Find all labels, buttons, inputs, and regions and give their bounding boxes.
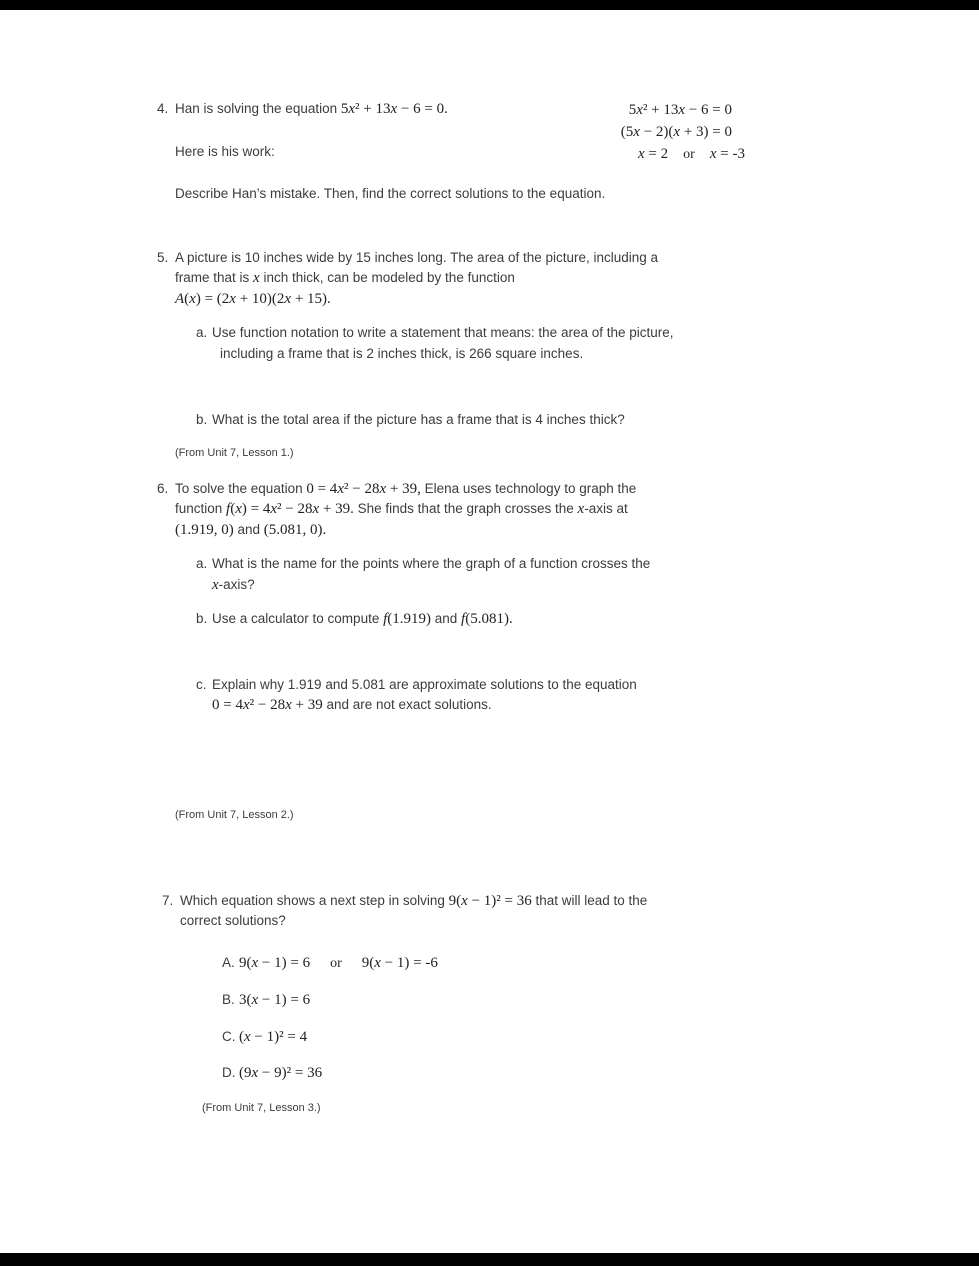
top-border-bar — [0, 0, 979, 10]
math-variable-x: x — [577, 501, 585, 517]
problem-7-source-note: (From Unit 7, Lesson 3.) — [202, 1101, 321, 1114]
problem-6-part-c — [196, 675, 822, 716]
text-segment: Elena uses technology to graph the — [420, 480, 637, 496]
problem-5-part-a — [196, 323, 822, 364]
math-variable-x: x — [212, 576, 219, 593]
problem-4-number: 4. — [157, 101, 169, 116]
text-segment: and — [431, 611, 462, 626]
problem-6-line-3 — [175, 520, 822, 541]
option-a-label: A. — [222, 954, 235, 970]
part-b-label: b. — [196, 611, 208, 626]
text-segment: Use a calculator to compute — [212, 611, 384, 626]
part-a-line-1: Use function notation to write a statement that means: the area of the picture, — [212, 325, 674, 340]
text-segment: To solve the equation — [175, 480, 307, 496]
part-b-label: b. — [196, 412, 208, 427]
problem-6 — [157, 479, 822, 822]
problem-4-question: Describe Han’s mistake. Then, find the correct solutions to the equation. — [175, 186, 606, 201]
problem-6-part-b — [196, 609, 822, 630]
option-d-equation: (9x − 9)² = 36 — [239, 1065, 323, 1081]
problem-4 — [157, 99, 822, 166]
problem-4-equation: 5x² + 13x − 6 = 0. — [340, 101, 448, 117]
problem-6-source-note: (From Unit 7, Lesson 2.) — [175, 808, 294, 821]
part-b-line-1 — [212, 609, 822, 630]
part-a-label: a. — [196, 325, 208, 340]
problem-6-number: 6. — [157, 480, 169, 496]
problem-4-han-work — [587, 99, 745, 166]
math-equation: 0 = 4x² − 28x + 39, — [306, 480, 421, 497]
problem-5-source-note: (From Unit 7, Lesson 1.) — [175, 446, 294, 459]
bottom-border-bar — [0, 1253, 979, 1266]
han-work-line-2: (5x − 2)(x + 3) = 0 — [620, 124, 732, 140]
problem-5-number: 5. — [157, 249, 169, 265]
part-c-line-2 — [212, 695, 822, 716]
option-a-equation-2: 9(x − 1) = -6 — [361, 954, 438, 971]
text-segment: that will lead to the — [531, 892, 648, 908]
problem-5 — [157, 248, 822, 460]
part-b-line-1: What is the total area if the picture has a frame that is 4 inches thick? — [212, 412, 625, 427]
part-a-label: a. — [196, 556, 208, 571]
text-segment: function — [175, 501, 227, 516]
or-connector: or — [330, 955, 342, 971]
problem-5-part-b — [196, 410, 822, 431]
math-variable-x: x — [253, 270, 260, 286]
problem-5-line-2 — [175, 268, 822, 289]
intercept-point-1: (1.919, 0) — [175, 521, 234, 538]
answer-option-b — [222, 990, 822, 1011]
text-segment: inch thick, can be modeled by the function — [259, 270, 515, 285]
part-c-label: c. — [196, 676, 207, 692]
problem-4-statement — [175, 99, 587, 120]
answer-option-c — [222, 1027, 822, 1048]
han-work-line-3 — [638, 143, 745, 166]
text-segment: and are not exact solutions. — [322, 697, 492, 712]
answer-option-a — [222, 953, 822, 975]
option-b-equation: 3(x − 1) = 6 — [239, 992, 311, 1008]
intercept-point-2: (5.081, 0). — [263, 521, 327, 538]
problem-7-number: 7. — [162, 892, 174, 908]
text-segment: and — [233, 521, 264, 537]
answer-option-d — [222, 1063, 822, 1084]
problem-5-line-1: A picture is 10 inches wide by 15 inches long. The area of the picture, including a — [175, 249, 659, 265]
option-a-equation-1: 9(x − 1) = 6 — [239, 954, 311, 971]
text-segment: frame that is — [175, 270, 254, 285]
text-segment: -axis? — [218, 576, 255, 592]
text-segment: She finds that the graph crosses the — [353, 501, 578, 516]
problem-5-area-function: A(x) = (2x + 10)(2x + 15). — [175, 290, 331, 307]
part-c-line-1: Explain why 1.919 and 5.081 are approximate solutions to the equation — [212, 676, 637, 692]
problem-4-work-label: Here is his work: — [175, 143, 275, 159]
problem-7 — [162, 891, 822, 1115]
text-segment: Which equation shows a next step in solving — [180, 892, 449, 908]
problem-4-intro-text: Han is solving the equation — [175, 101, 341, 116]
option-c-label: C. — [222, 1028, 236, 1044]
option-d-label: D. — [222, 1065, 236, 1080]
or-connector: or — [683, 147, 695, 162]
part-a-line-1: What is the name for the points where the graph of a function crosses the — [212, 556, 651, 571]
part-a-line-2: including a frame that is 2 inches thick, is 266 square inches. — [220, 345, 584, 361]
math-equation: 0 = 4x² − 28x + 39 — [212, 697, 323, 713]
function-value-1: f(1.919) — [383, 611, 432, 627]
math-equation: 9(x − 1)² = 36 — [448, 892, 532, 909]
math-function: f(x) = 4x² − 28x + 39. — [226, 501, 354, 517]
problem-6-part-a — [196, 554, 822, 595]
text-segment: -axis at — [584, 501, 628, 516]
problem-7-line-2: correct solutions? — [180, 913, 286, 928]
part-a-line-2 — [212, 575, 822, 596]
problem-7-line-1 — [180, 891, 822, 912]
han-solution-2: x = -3 — [709, 146, 745, 162]
problem-6-line-2 — [175, 499, 822, 520]
option-c-equation: (x − 1)² = 4 — [239, 1028, 308, 1045]
han-work-line-1: 5x² + 13x − 6 = 0 — [628, 102, 732, 118]
problem-4-left-column — [157, 99, 587, 162]
han-solution-1: x = 2 — [638, 146, 669, 162]
option-b-label: B. — [222, 992, 235, 1007]
problem-6-line-1 — [175, 479, 822, 500]
function-value-2: f(5.081). — [461, 611, 513, 627]
